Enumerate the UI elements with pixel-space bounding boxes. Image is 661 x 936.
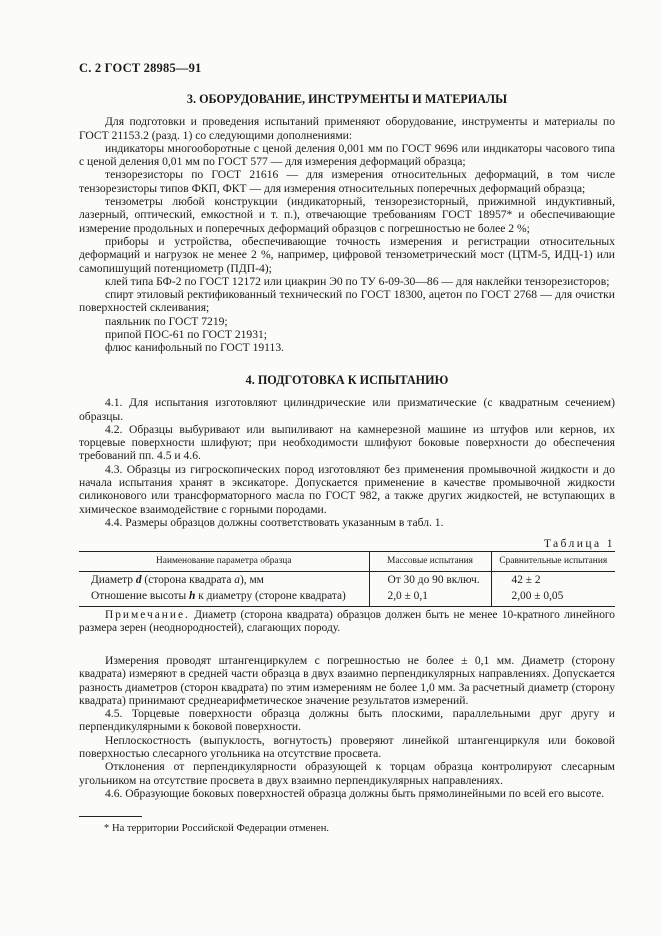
section-4 <box>79 374 615 529</box>
table-cell-comparative: 2,00 ± 0,05 <box>491 588 615 607</box>
table-1 <box>79 551 615 607</box>
paragraph: флюс канифольный по ГОСТ 19113. <box>105 341 285 355</box>
section-4-title: 4. ПОДГОТОВКА К ИСПЫТАНИЮ <box>245 373 449 387</box>
paragraph: спирт этиловый ректификованный технический по ГОСТ 18300, ацетон по ГОСТ 2768 — для очистки поверхностей склеивания; <box>79 288 615 315</box>
paragraph: Неплоскостность (выпуклость, вогнутость) проверяют линейкой штангенциркуля или боковой поверхностью слесарного угольника на отсутствие просвета. <box>79 733 615 761</box>
page-header: С. 2 ГОСТ 28985—91 <box>79 61 202 75</box>
paragraph: Для подготовки и проведения испытаний применяют оборудование, инструменты и материалы по ГОСТ 21153.2 (разд. 1) со следующими дополнениями: <box>79 115 615 142</box>
note-text: Диаметр (сторона квадрата) образцов должен быть не менее 10-кратного линейного размера зерен (неоднородностей), слагающих породу. <box>79 609 615 635</box>
table-header-row <box>79 552 615 572</box>
table-row <box>79 572 615 589</box>
table-cell-parameter: Диаметр d (сторона квадрата a), мм <box>91 574 264 586</box>
paragraph: 4.1. Для испытания изготовляют цилиндрические или призматические (с квадратным сечением) образцы. <box>79 396 615 423</box>
table-note <box>79 609 615 636</box>
section-3-title: 3. ОБОРУДОВАНИЕ, ИНСТРУМЕНТЫ И МАТЕРИАЛЫ <box>186 92 508 106</box>
paragraph: клей типа БФ-2 по ГОСТ 12172 или циакрин Э0 по ТУ 6-09-30—86 — для наклейки тензорезисторов; <box>105 274 610 288</box>
paragraph: паяльник по ГОСТ 7219; <box>105 314 228 328</box>
paragraph: 4.5. Торцевые поверхности образца должны быть плоскими, параллельными друг другу и перпендикулярными к боковой поверхности. <box>79 707 615 734</box>
paragraph: Измерения проводят штангенциркулем с погрешностью не более ± 0,1 мм. Диаметр (сторону квадрата) измеряют в средней части образца в двух взаимно перпендикулярных направлениях. Допускается разность диаметров (сторон квадрата) по этим измерениям не более 1,0 мм. За расчетный диаметр (сторону квадрата) принимают среднеарифметическое значение результатов измерений. <box>79 654 615 707</box>
paragraph: приборы и устройства, обеспечивающие точность измерения и регистрации относительных деформаций и нагрузок не менее 2 %, например, цифровой тензометрический мост (ЦТМ-5, ИДЦ-1) или самопишущий потенциометр (ПДП-4); <box>79 234 615 275</box>
footnote: * На территории Российской Федерации отменен. <box>104 823 330 834</box>
table-row <box>79 588 615 607</box>
table-cell-mass: 2,0 ± 0,1 <box>369 588 491 607</box>
paragraph: тензометры любой конструкции (индикаторный, тензорезисторный, прижимной индуктивный, лазерный, оптический, емкостной и т. п.), отвечающие требованиям ГОСТ 18957* и обеспечивающие измерение продольных и поперечных деформаций образцов с погрешностью не более 2 %; <box>79 195 615 235</box>
paragraph: Отклонения от перпендикулярности образующей к торцам образца контролируют слесарным угольником на отсутствие просвета в двух взаимно перпендикулярных направлениях. <box>79 760 615 787</box>
paragraph: 4.4. Размеры образцов должны соответствовать указанным в табл. 1. <box>105 515 444 529</box>
paragraph: 4.6. Образующие боковых поверхностей образца должны быть прямолинейными по всей его высоте. <box>105 786 605 800</box>
section-3 <box>79 93 615 355</box>
section-4-continued <box>79 654 615 800</box>
table-cell-parameter: Отношение высоты h к диаметру (стороне квадрата) <box>79 588 369 607</box>
note-label: Примечание. <box>105 609 190 621</box>
table-cell-comparative: 42 ± 2 <box>491 572 615 589</box>
table-cell-mass: От 30 до 90 включ. <box>369 572 491 589</box>
column-header: Наименование параметра образца <box>79 552 369 572</box>
paragraph: 4.3. Образцы из гигроскопических пород изготовляют без применения промывочной жидкости и до начала испытания хранят в эксикаторе. Допускается применение в качестве промывочной жидкости силиконового или трансформаторного масла по ГОСТ 982, а также других жидкостей, не вступающих в химическое взаимодействие с горными породами. <box>79 462 615 516</box>
column-header: Сравнительные испытания <box>491 552 615 572</box>
paragraph: 4.2. Образцы выбуривают или выпиливают на камнерезной машине из штуфов или кернов, их торцевые поверхности шлифуют; при необходимости шлифуют боковые поверхности до обеспечения требований пп. 4.5 и 4.6. <box>79 422 615 463</box>
footnote-divider <box>79 816 142 817</box>
paragraph: тензорезисторы по ГОСТ 21616 — для измерения относительных деформаций, в том числе тензорезисторы типов ФКП, ФКТ — для измерения относительных поперечных деформаций образца; <box>79 168 615 195</box>
column-header: Массовые испытания <box>369 552 491 572</box>
paragraph: индикаторы многооборотные с ценой деления 0,001 мм по ГОСТ 9696 или индикаторы часового типа с ценой деления 0,01 мм по ГОСТ 577 — для измерения деформаций образца; <box>79 141 615 169</box>
paragraph: припой ПОС-61 по ГОСТ 21931; <box>105 328 268 342</box>
table-caption: Таблица 1 <box>543 537 615 550</box>
